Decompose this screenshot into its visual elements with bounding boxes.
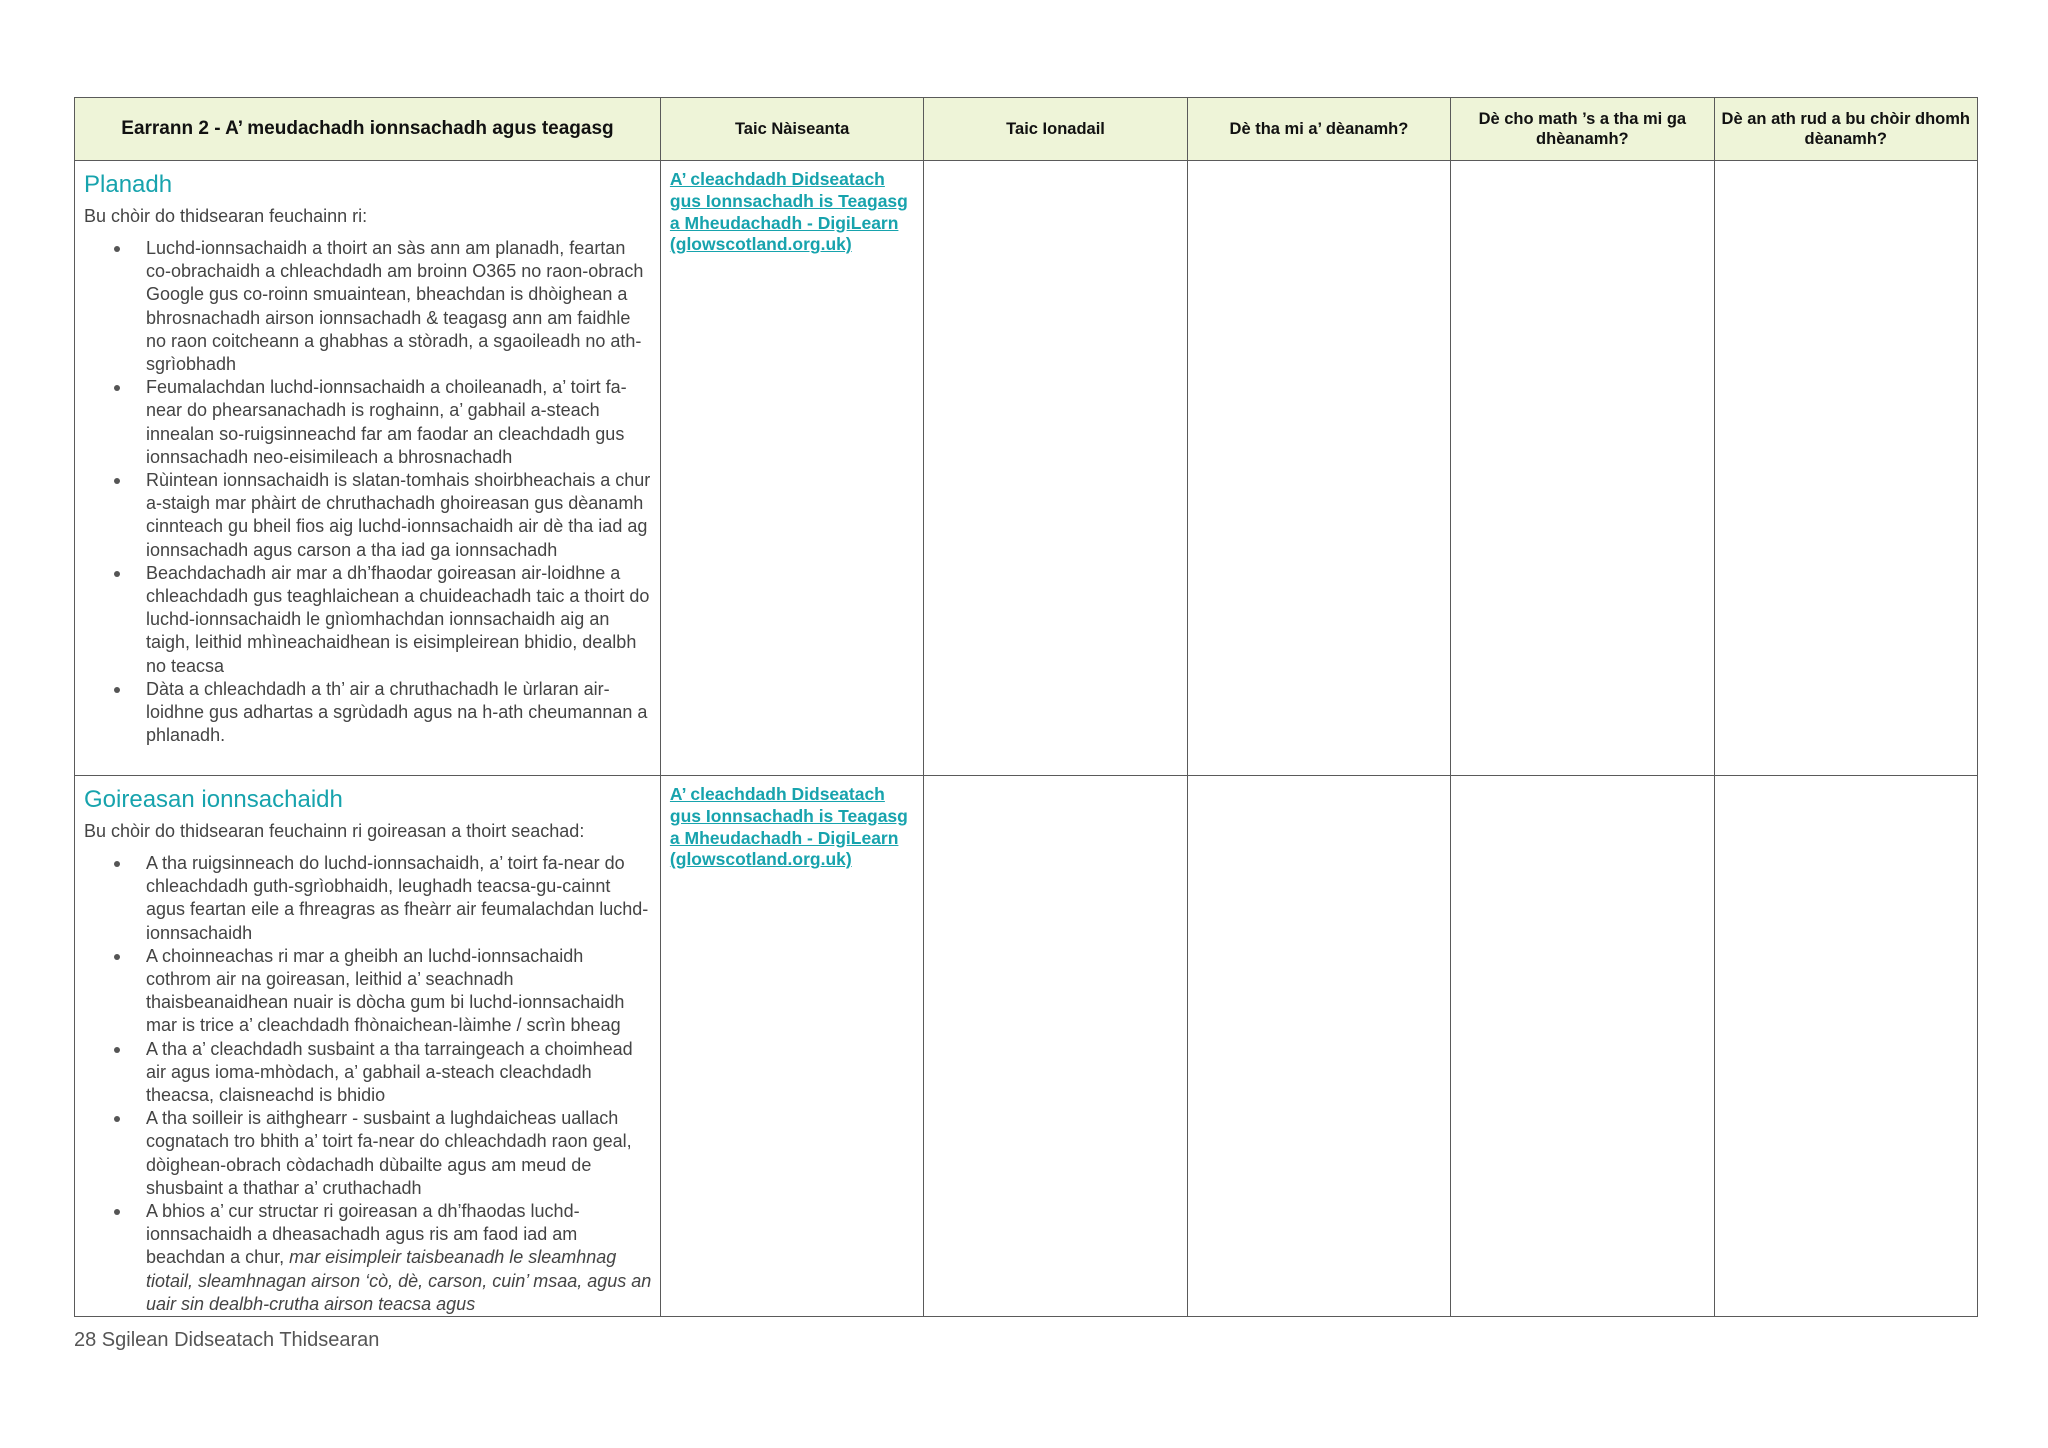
list-item: A tha soilleir is aithghearr - susbaint a lughdaicheas uallach cognatach tro bhith a’ toirt fa-near do chleachdadh raon geal, dòighean-obrach còdachadh dùbailte agus am meud de shusbaint a thathar a’ cruthachadh: [114, 1107, 652, 1200]
bullet-list: [84, 852, 652, 1316]
next-steps-cell: [1714, 161, 1977, 776]
header-what-am-i-doing: Dè tha mi a’ dèanamh?: [1187, 98, 1450, 161]
header-local-support: Taic Ionadail: [924, 98, 1187, 161]
header-next-steps: Dè an ath rud a bu chòir dhomh dèanamh?: [1714, 98, 1977, 161]
list-item: A tha ruigsinneach do luchd-ionnsachaidh, a’ toirt fa-near do chleachdadh guth-sgrìobhaidh, leughadh teacsa-gu-cainnt agus feartan eile a fhreagras as fheàrr air feumalachdan luchd-ionnsachaidh: [114, 852, 652, 945]
planning-cell: [75, 161, 661, 776]
table-row: [75, 161, 1978, 776]
list-item: A tha a’ cleachdadh susbaint a tha tarraingeach a choimhead air agus ioma-mhòdach, a’ gabhail a-steach cleachdadh theacsa, claisneachd is bhidio: [114, 1038, 652, 1108]
national-support-cell: [660, 161, 923, 776]
list-item: Feumalachdan luchd-ionnsachaidh a choileanadh, a’ toirt fa-near do phearsanachadh is roghainn, a’ gabhail a-steach innealan so-ruigsinneachd far am faodar an cleachdadh gus ionnsachadh neo-eisimileach a bhrosnachadh: [114, 376, 652, 469]
section-intro: Bu chòir do thidsearan feuchainn ri goireasan a thoirt seachad:: [84, 821, 585, 841]
list-item: Luchd-ionnsachaidh a thoirt an sàs ann am planadh, feartan co-obrachaidh a chleachdadh am broinn O365 no raon-obrach Google gus co-roinn smuaintean, bheachdan is dhòighean a bhrosnachadh airson ionnsachadh & teagasg ann am faidhle no raon coitcheann a ghabhas a stòradh, a sgaoileadh no ath-sgrìobhadh: [114, 237, 652, 376]
how-well-cell: [1451, 776, 1714, 1317]
list-item: Dàta a chleachdadh a th’ air a chruthachadh le ùrlaran air-loidhne gus adhartas a sgrùdadh agus na h-ath cheumannan a phlanadh.: [114, 678, 652, 748]
list-item-text: A bhios a’ cur structar ri goireasan a dh’fhaodas luchd-ionnsachaidh a dheasachadh agus ris am faod iad am beachdan a chur,: [146, 1201, 580, 1268]
digilearn-link[interactable]: A’ cleachdadh Didseatach gus Ionnsachadh is Teagasg a Mheudachadh - DigiLearn (glowscotland.org.uk): [669, 169, 908, 255]
table-header-row: [75, 98, 1978, 161]
list-item: [114, 1200, 652, 1316]
local-support-cell: [924, 776, 1187, 1317]
table-row: [75, 776, 1978, 1317]
section-heading: Goireasan ionnsachaidh: [84, 786, 343, 813]
next-steps-cell: [1714, 776, 1977, 1317]
what-am-i-doing-cell: [1187, 776, 1450, 1317]
what-am-i-doing-cell: [1187, 161, 1450, 776]
national-support-cell: [660, 776, 923, 1317]
header-national-support: Taic Nàiseanta: [660, 98, 923, 161]
digilearn-link[interactable]: A’ cleachdadh Didseatach gus Ionnsachadh is Teagasg a Mheudachadh - DigiLearn (glowscotland.org.uk): [669, 784, 908, 870]
list-item: Rùintean ionnsachaidh is slatan-tomhais shoirbheachais a chur a-staigh mar phàirt de chruthachadh ghoireasan gus dèanamh cinnteach gu bheil fios aig luchd-ionnsachaidh air dè tha iad ag ionnsachadh agus carson a tha iad ga ionnsachadh: [114, 469, 652, 562]
self-evaluation-table: [74, 97, 1978, 1317]
local-support-cell: [924, 161, 1187, 776]
header-how-well: Dè cho math ’s a tha mi ga dhèanamh?: [1451, 98, 1714, 161]
header-section-title: Earrann 2 - A’ meudachadh ionnsachadh agus teagasg: [75, 98, 661, 161]
section-intro: Bu chòir do thidsearan feuchainn ri:: [84, 206, 368, 226]
how-well-cell: [1451, 161, 1714, 776]
list-item-italic-text: mar eisimpleir taisbeanadh le sleamhnag tiotail, sleamhnagan airson ‘cò, dè, carson, cuin’ msaa, agus an uair sin dealbh-crutha airson teacsa agus: [146, 1247, 652, 1314]
list-item: A choinneachas ri mar a gheibh an luchd-ionnsachaidh cothrom air na goireasan, leithid a’ seachnadh thaisbeanaidhean nuair is dòcha gum bi luchd-ionnsachaidh mar is trice a’ cleachdadh fhònaichean-làimhe / scrìn bheag: [114, 945, 652, 1038]
section-heading: Planadh: [84, 171, 173, 198]
list-item: Beachdachadh air mar a dh’fhaodar goireasan air-loidhne a chleachdadh gus teaghlaichean a chuideachadh taic a thoirt do luchd-ionnsachaidh le gnìomhachdan ionnsachaidh aig an taigh, leithid mhìneachaidhean is eisimpleirean bhidio, dealbh no teacsa: [114, 562, 652, 678]
page-footer: 28 Sgilean Didseatach Thidsearan: [74, 1329, 380, 1351]
learning-resources-cell: [75, 776, 661, 1317]
bullet-list: [84, 237, 652, 747]
